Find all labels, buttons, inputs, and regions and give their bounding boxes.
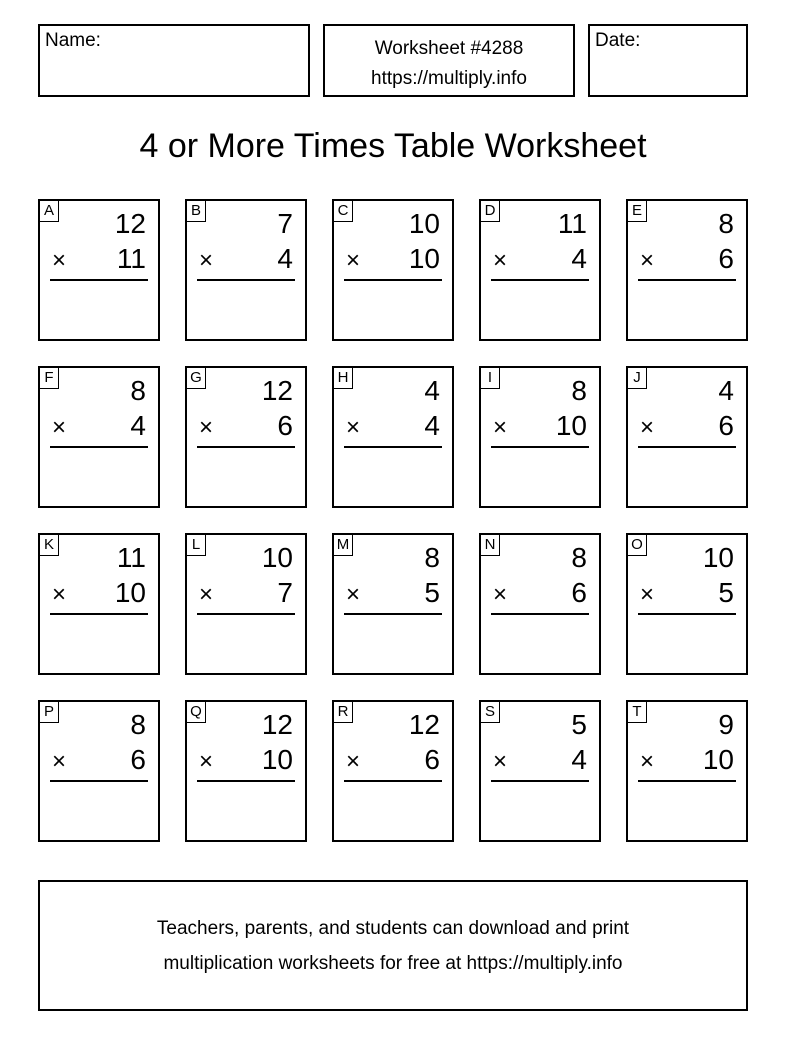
multiplier: 4 xyxy=(130,410,146,441)
multiplicand: 8 xyxy=(571,542,587,573)
problem-d[interactable] xyxy=(479,199,601,341)
problem-b[interactable] xyxy=(185,199,307,341)
answer-line xyxy=(50,780,148,782)
multiplicand: 8 xyxy=(424,542,440,573)
multiplier: 5 xyxy=(424,577,440,608)
times-sign: × xyxy=(52,748,67,775)
answer-line xyxy=(638,613,736,615)
footer-box xyxy=(38,880,748,1011)
multiplicand: 8 xyxy=(130,375,146,406)
problem-i[interactable] xyxy=(479,366,601,508)
times-sign: × xyxy=(493,414,508,441)
problem-s[interactable] xyxy=(479,700,601,842)
worksheet-number: Worksheet #4288 xyxy=(374,38,524,59)
problem-n[interactable] xyxy=(479,533,601,675)
name-field[interactable] xyxy=(38,24,310,97)
footer-line-1: Teachers, parents, and students can download and print xyxy=(156,918,630,939)
answer-line xyxy=(491,446,589,448)
multiplicand: 12 xyxy=(261,375,293,406)
worksheet-info-box xyxy=(323,24,575,97)
multiplicand: 10 xyxy=(261,542,293,573)
multiplier: 10 xyxy=(261,744,293,775)
times-sign: × xyxy=(199,748,214,775)
times-sign: × xyxy=(346,414,361,441)
multiplicand: 4 xyxy=(424,375,440,406)
problem-l[interactable] xyxy=(185,533,307,675)
problem-t[interactable] xyxy=(626,700,748,842)
date-label: Date: xyxy=(595,30,641,51)
answer-line xyxy=(638,279,736,281)
multiplicand: 8 xyxy=(130,709,146,740)
multiplier: 6 xyxy=(718,410,734,441)
problem-c[interactable] xyxy=(332,199,454,341)
answer-line xyxy=(50,446,148,448)
multiplier: 4 xyxy=(424,410,440,441)
times-sign: × xyxy=(52,247,67,274)
multiplier: 11 xyxy=(116,243,146,274)
problem-letter: I xyxy=(481,368,500,389)
problem-k[interactable] xyxy=(38,533,160,675)
multiplicand: 12 xyxy=(114,208,146,239)
multiplier: 6 xyxy=(571,577,587,608)
times-sign: × xyxy=(199,247,214,274)
problem-letter: N xyxy=(481,535,500,556)
multiplier: 6 xyxy=(424,744,440,775)
problem-letter: D xyxy=(481,201,500,222)
times-sign: × xyxy=(493,748,508,775)
answer-line xyxy=(491,780,589,782)
answer-line xyxy=(638,780,736,782)
worksheet-url: https://multiply.info xyxy=(371,68,527,89)
multiplicand: 12 xyxy=(408,709,440,740)
multiplier: 10 xyxy=(555,410,587,441)
multiplier: 7 xyxy=(277,577,293,608)
problem-letter: K xyxy=(40,535,59,556)
problem-letter: R xyxy=(334,702,353,723)
problem-letter: L xyxy=(187,535,206,556)
answer-line xyxy=(50,279,148,281)
answer-line xyxy=(638,446,736,448)
times-sign: × xyxy=(640,247,655,274)
page-title: 4 or More Times Table Worksheet xyxy=(139,127,647,165)
problem-letter: G xyxy=(187,368,206,389)
multiplicand: 8 xyxy=(571,375,587,406)
times-sign: × xyxy=(346,748,361,775)
problem-letter: O xyxy=(628,535,647,556)
multiplier: 6 xyxy=(130,744,146,775)
multiplicand: 10 xyxy=(702,542,734,573)
answer-line xyxy=(197,613,295,615)
answer-line xyxy=(344,613,442,615)
multiplicand: 11 xyxy=(116,542,146,573)
answer-line xyxy=(197,279,295,281)
times-sign: × xyxy=(640,414,655,441)
problem-a[interactable] xyxy=(38,199,160,341)
problem-letter: B xyxy=(187,201,206,222)
multiplier: 4 xyxy=(571,744,587,775)
multiplicand: 4 xyxy=(718,375,734,406)
times-sign: × xyxy=(346,247,361,274)
multiplier: 10 xyxy=(408,243,440,274)
answer-line xyxy=(197,446,295,448)
problem-f[interactable] xyxy=(38,366,160,508)
times-sign: × xyxy=(346,581,361,608)
multiplier: 4 xyxy=(277,243,293,274)
problem-g[interactable] xyxy=(185,366,307,508)
problem-p[interactable] xyxy=(38,700,160,842)
problem-letter: C xyxy=(334,201,353,222)
date-field[interactable] xyxy=(588,24,748,97)
problem-letter: M xyxy=(334,535,353,556)
multiplicand: 11 xyxy=(557,208,587,239)
multiplicand: 5 xyxy=(571,709,587,740)
problem-letter: S xyxy=(481,702,500,723)
multiplier: 10 xyxy=(114,577,146,608)
multiplicand: 9 xyxy=(718,709,734,740)
problem-j[interactable] xyxy=(626,366,748,508)
problem-letter: A xyxy=(40,201,59,222)
times-sign: × xyxy=(52,581,67,608)
name-label: Name: xyxy=(45,30,101,51)
times-sign: × xyxy=(493,247,508,274)
problem-letter: H xyxy=(334,368,353,389)
problem-letter: P xyxy=(40,702,59,723)
problem-r[interactable] xyxy=(332,700,454,842)
answer-line xyxy=(491,279,589,281)
times-sign: × xyxy=(493,581,508,608)
problem-m[interactable] xyxy=(332,533,454,675)
multiplier: 5 xyxy=(718,577,734,608)
problem-q[interactable] xyxy=(185,700,307,842)
multiplicand: 12 xyxy=(261,709,293,740)
answer-line xyxy=(344,279,442,281)
multiplicand: 10 xyxy=(408,208,440,239)
times-sign: × xyxy=(52,414,67,441)
answer-line xyxy=(344,780,442,782)
times-sign: × xyxy=(640,581,655,608)
problem-h[interactable] xyxy=(332,366,454,508)
times-sign: × xyxy=(640,748,655,775)
problem-letter: E xyxy=(628,201,647,222)
multiplier: 4 xyxy=(571,243,587,274)
multiplier: 10 xyxy=(702,744,734,775)
multiplier: 6 xyxy=(277,410,293,441)
problem-letter: T xyxy=(628,702,647,723)
multiplier: 6 xyxy=(718,243,734,274)
footer-line-2: multiplication worksheets for free at https://multiply.info xyxy=(163,953,623,974)
answer-line xyxy=(344,446,442,448)
problem-letter: F xyxy=(40,368,59,389)
answer-line xyxy=(491,613,589,615)
times-sign: × xyxy=(199,414,214,441)
multiplicand: 7 xyxy=(277,208,293,239)
answer-line xyxy=(50,613,148,615)
answer-line xyxy=(197,780,295,782)
problem-letter: Q xyxy=(187,702,206,723)
multiplicand: 8 xyxy=(718,208,734,239)
times-sign: × xyxy=(199,581,214,608)
problem-letter: J xyxy=(628,368,647,389)
problem-e[interactable] xyxy=(626,199,748,341)
problem-o[interactable] xyxy=(626,533,748,675)
